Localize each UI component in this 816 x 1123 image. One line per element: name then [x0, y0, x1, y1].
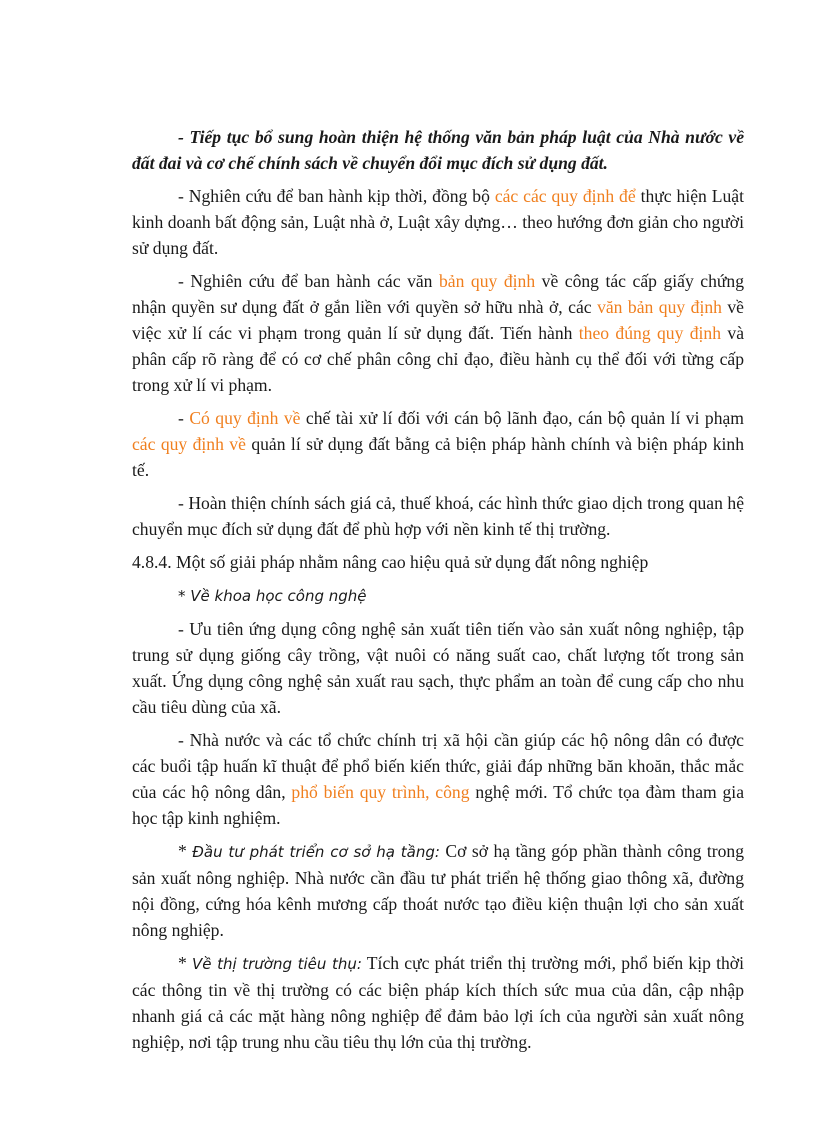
- paragraph-technology-priority: - Ưu tiên ứng dụng công nghệ sản xuất tiên tiến vào sản xuất nông nghiệp, tập trung sử dụng giống cây trồng, vật nuôi có năng suất cao, chất lượng tốt trong sản xuất. Ứng dụng công nghệ sản xuất rau sạch, thực phẩm an toàn để cung cấp cho nhu cầu tiêu dùng của xã.: [132, 619, 744, 717]
- paragraph-market: * Về thị trường tiêu thụ: Tích cực phát triển thị trường mới, phổ biến kịp thời các thông tin về thị trường có các biện pháp kích thích sức mua của dân, cập nhập nhanh giá cả các mặt hàng nông nghiệp để đảm bảo lợi ích của người sản xuất nông nghiệp, nơi tập trung nhu cầu tiêu thụ lớn của thị trường.: [132, 953, 744, 1052]
- paragraph-research-regulations: - Nghiên cứu để ban hành kịp thời, đồng bộ các các quy định để thực hiện Luật kinh doanh bất động sản, Luật nhà ở, Luật xây dựng… theo hướng đơn giản cho người sử dụng đất.: [132, 186, 744, 258]
- paragraph-sanctions: - Có quy định về chế tài xử lí đối với cán bộ lãnh đạo, cán bộ quản lí vi phạm các quy định về quản lí sử dụng đất bằng cả biện pháp hành chính và biện pháp kinh tế.: [132, 408, 744, 480]
- subheading-science-technology: * Về khoa học công nghệ: [178, 587, 367, 605]
- paragraph-training: - Nhà nước và các tổ chức chính trị xã hội cần giúp các hộ nông dân có được các buổi tập huấn kĩ thuật để phổ biến kiến thức, giải đáp những băn khoăn, thắc mắc của các hộ nông dân, phổ biến quy trình, công nghệ mới. Tổ chức tọa đàm tham gia học tập kinh nghiệm.: [132, 730, 745, 828]
- highlight-text: văn bản quy định: [597, 297, 722, 317]
- highlight-text: phổ biến quy trình, công: [291, 782, 470, 802]
- market-label: Về thị trường tiêu thụ:: [192, 955, 362, 973]
- paragraph-pricing-policy: - Hoàn thiện chính sách giá cả, thuế khoá, các hình thức giao dịch trong quan hệ chuyển mục đích sử dụng đất để phù hợp với nền kinh tế thị trường.: [132, 493, 744, 539]
- highlight-text: theo đúng quy định: [578, 323, 722, 343]
- section-heading-4-8-4: 4.8.4. Một số giải pháp nhằm nâng cao hiệu quả sử dụng đất nông nghiệp: [132, 552, 649, 572]
- highlight-text: bản quy định: [439, 271, 536, 291]
- paragraph-infrastructure: * Đầu tư phát triển cơ sở hạ tầng: Cơ sở hạ tầng góp phần thành công trong sản xuất nông nghiệp. Nhà nước cần đầu tư phát triển hệ thống giao thông xã, đường nội đồng, cứng hóa kênh mương cấp thoát nước tạo điều kiện thuận lợi cho sản xuất nông nghiệp.: [132, 841, 745, 940]
- law-heading-text: - Tiếp tục bổ sung hoàn thiện hệ thống văn bản pháp luật của Nhà nước về đất đai và cơ chế chính sách về chuyển đổi mục đích sử dụng đất.: [132, 127, 744, 173]
- page-content: [132, 124, 744, 1062]
- infrastructure-label: Đầu tư phát triển cơ sở hạ tầng:: [192, 843, 440, 861]
- highlight-text: các quy định về: [132, 434, 246, 454]
- highlight-text: Có quy định về: [189, 408, 301, 428]
- highlight-text: các các quy định để: [494, 186, 636, 206]
- paragraph-law-heading: [132, 124, 744, 176]
- paragraph-certificates: - Nghiên cứu để ban hành các văn bản quy định về công tác cấp giấy chứng nhận quyền sư dụng đất ở gắn liền với quyền sở hữu nhà ở, các văn bản quy định về việc xử lí các vi phạm trong quản lí sử dụng đất. Tiến hành theo đúng quy định và phân cấp rõ ràng để có cơ chế phân công chỉ đạo, điều hành cụ thể đối với từng cấp trong xử lí vi phạm.: [132, 271, 745, 395]
